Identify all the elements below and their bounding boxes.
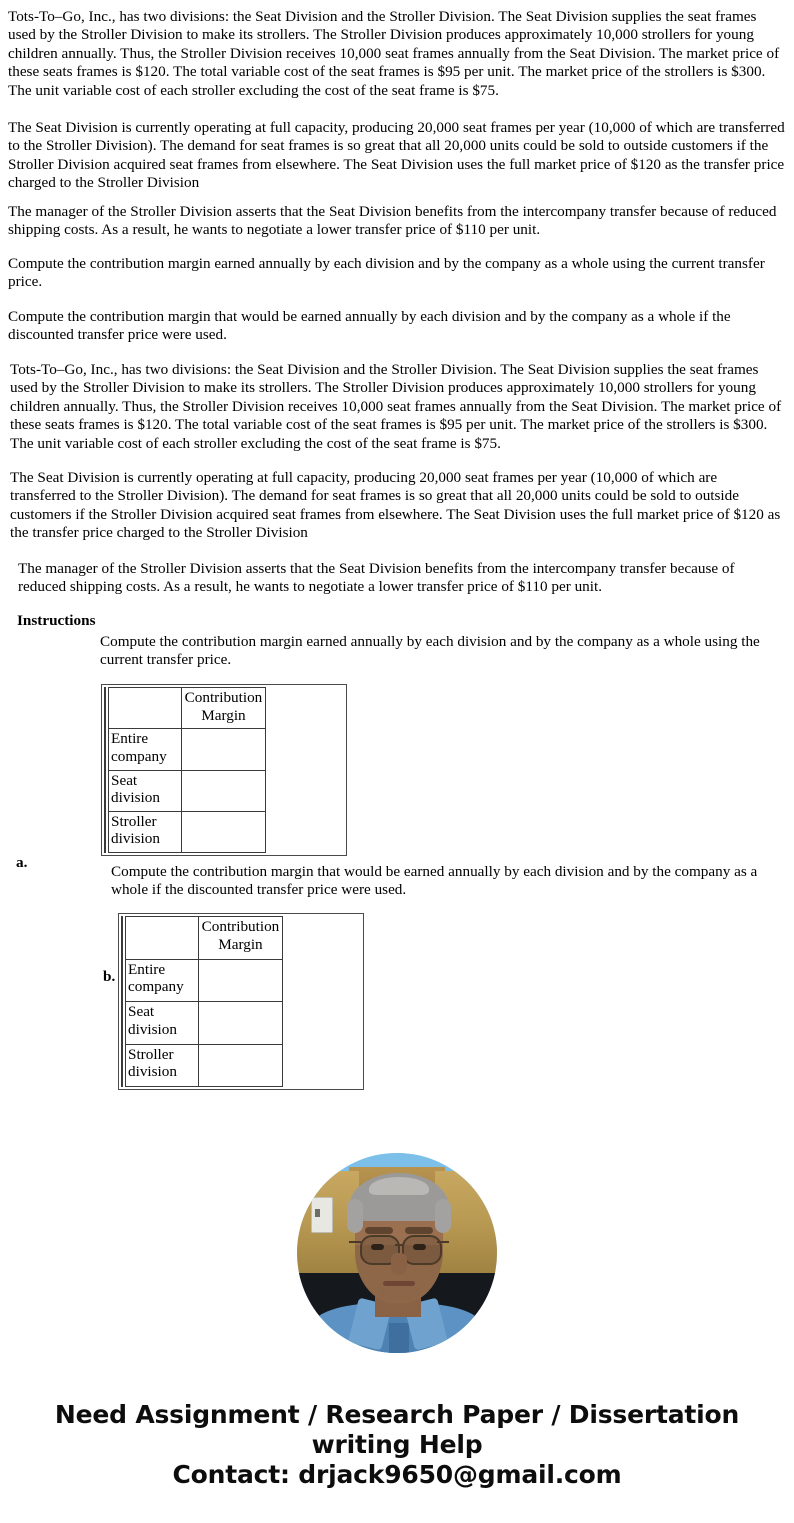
table-corner-cell-b: [126, 917, 199, 960]
question-statement-paragraph-2: The Seat Division is currently operating at full capacity, producing 20,000 seat frames per year (10,000 of which are transferred to the Stroller Division). The demand for seat frames is so great that all 20,000 units could be sold to outside customers if the Stroller Division acquired seat frames from elsewhere. The Seat Division uses the full market price of $120 as the transfer price charged to the Stroller Division: [8, 119, 785, 192]
answer-input-seat-division-a[interactable]: [182, 770, 266, 811]
table-row: [109, 729, 344, 770]
answer-input-seat-division-b[interactable]: [199, 1002, 283, 1045]
label-line-2: company: [111, 747, 167, 765]
table-row: [109, 770, 344, 811]
label-line-2: division: [128, 1063, 177, 1081]
label-line-2: company: [128, 978, 184, 996]
photo-nose: [391, 1253, 407, 1275]
photo-eyeglass-arm-left: [349, 1241, 361, 1243]
part-b-instruction-text: Compute the contribution margin that would be earned annually by each division and by the company as a whole if the discounted transfer price were used.: [111, 863, 758, 899]
header-line-2: Margin: [218, 935, 263, 953]
repeated-statement-paragraph-3: The manager of the Stroller Division asserts that the Seat Division benefits from the intercompany transfer because of reduced shipping costs. As a result, he wants to negotiate a lower transfer price of $110 per unit.: [18, 560, 735, 596]
label-line-1: Stroller: [111, 812, 157, 830]
table-spacer-cell-a: [265, 811, 343, 852]
row-label-entire-company-b: [126, 959, 199, 1002]
answer-grid-a: [108, 687, 344, 853]
table-spacer-cell-a: [265, 729, 343, 770]
requirement-text-a: Compute the contribution margin earned annually by each division and by the company as a whole using the current transfer price.: [8, 255, 765, 291]
row-label-stroller-division-b: [126, 1044, 199, 1087]
label-line-1: Seat: [128, 1003, 155, 1020]
photo-mouth: [383, 1281, 415, 1286]
table-row: [126, 1044, 361, 1087]
row-label-seat-division-b: [126, 1002, 199, 1045]
header-line-1: Contribution: [184, 689, 263, 706]
answer-grid-b: [125, 916, 361, 1087]
table-spacer-cell-b: [282, 1002, 360, 1045]
table-spacer-cell-b: [282, 1044, 360, 1087]
answer-table-a-inner-frame: [104, 687, 344, 853]
answer-table-b: [118, 913, 364, 1090]
photo-light-switch-button: [315, 1209, 320, 1217]
instructions-heading: Instructions: [17, 612, 96, 629]
repeated-statement-paragraph-2: The Seat Division is currently operating at full capacity, producing 20,000 seat frames per year (10,000 of which are transferred to the Stroller Division). The demand for seat frames is so great that all 20,000 units could be sold to outside customers if the Stroller Division acquired seat frames from elsewhere. The Seat Division uses the full market price of $120 as the transfer price charged to the Stroller Division: [10, 469, 781, 542]
label-line-2: division: [111, 830, 160, 848]
photo-hair-temple-left: [347, 1199, 363, 1233]
table-spacer-cell-a: [265, 688, 343, 729]
photo-eyeglass-bridge: [395, 1244, 404, 1246]
promo-banner: [0, 1400, 794, 1490]
table-spacer-cell-b: [282, 959, 360, 1002]
label-line-2: division: [128, 1020, 177, 1038]
answer-input-entire-company-a[interactable]: [182, 729, 266, 770]
label-line-2: division: [111, 789, 160, 807]
label-line-1: Seat: [111, 771, 138, 789]
part-a-letter: a.: [16, 854, 28, 871]
table-spacer-cell-b: [282, 917, 360, 960]
row-label-stroller-division-a: [109, 811, 182, 852]
photo-eyebrow-right: [405, 1227, 433, 1234]
answer-table-a: [101, 684, 347, 856]
portrait-photo: [297, 1153, 497, 1353]
answer-input-stroller-division-a[interactable]: [182, 811, 266, 852]
label-line-1: Entire: [111, 730, 149, 748]
promo-line-2: writing Help: [311, 1430, 483, 1459]
header-line-1: Contribution: [201, 918, 280, 935]
photo-eyeglass-lens-right: [402, 1235, 442, 1265]
table-row: [126, 917, 361, 960]
table-row: [109, 811, 344, 852]
promo-line-1: Need Assignment / Research Paper / Dissertation: [54, 1400, 740, 1429]
table-header-contribution-margin-a: [182, 688, 266, 729]
row-label-entire-company-a: [109, 729, 182, 770]
photo-hair-highlight: [369, 1177, 429, 1195]
question-statement-paragraph-1: Tots-To–Go, Inc., has two divisions: the Seat Division and the Stroller Division. The Seat Division supplies the seat frames used by the Stroller Division to make its strollers. The Stroller Division produces approximately 10,000 strollers for young children annually. Thus, the Stroller Division receives 10,000 seat frames annually from the Seat Division. The market price of these seats frames is $120. The total variable cost of the seat frames is $95 per unit. The market price of the strollers is $300. The unit variable cost of each stroller excluding the cost of the seat frame is $75.: [8, 8, 780, 99]
label-line-1: Entire: [128, 960, 166, 978]
row-label-seat-division-a: [109, 770, 182, 811]
answer-input-stroller-division-b[interactable]: [199, 1044, 283, 1087]
answer-table-b-inner-frame: [121, 916, 361, 1087]
table-row: [126, 959, 361, 1002]
part-a-instruction-text: Compute the contribution margin earned annually by each division and by the company as a whole using the current transfer price.: [100, 633, 760, 669]
header-line-2: Margin: [201, 706, 246, 724]
table-row: [126, 1002, 361, 1045]
table-row: [109, 688, 344, 729]
answer-input-entire-company-b[interactable]: [199, 959, 283, 1002]
part-b-letter: b.: [103, 968, 116, 985]
repeated-statement-paragraph-1: Tots-To–Go, Inc., has two divisions: the Seat Division and the Stroller Division. The Seat Division supplies the seat frames used by the Stroller Division to make its strollers. The Stroller Division produces approximately 10,000 strollers for young children annually. Thus, the Stroller Division receives 10,000 seat frames annually from the Seat Division. The market price of these seats frames is $120. The total variable cost of the seat frames is $95 per unit. The market price of the strollers is $300. The unit variable cost of each stroller excluding the cost of the seat frame is $75.: [10, 361, 782, 452]
photo-tie: [389, 1323, 409, 1353]
label-line-1: Stroller: [128, 1045, 174, 1063]
requirement-text-b: Compute the contribution margin that would be earned annually by each division and by the company as a whole if the discounted transfer price were used.: [8, 308, 731, 344]
photo-eyebrow-left: [365, 1227, 393, 1234]
photo-eyeglass-arm-right: [437, 1241, 449, 1243]
table-header-contribution-margin-b: [199, 917, 283, 960]
photo-hair-temple-right: [435, 1199, 451, 1233]
question-statement-paragraph-3: The manager of the Stroller Division asserts that the Seat Division benefits from the intercompany transfer because of reduced shipping costs. As a result, he wants to negotiate a lower transfer price of $110 per unit.: [8, 203, 777, 239]
table-spacer-cell-a: [265, 770, 343, 811]
portrait-photo-wrapper: [297, 1153, 497, 1353]
table-corner-cell-a: [109, 688, 182, 729]
promo-line-3: Contact: drjack9650@gmail.com: [172, 1460, 622, 1489]
